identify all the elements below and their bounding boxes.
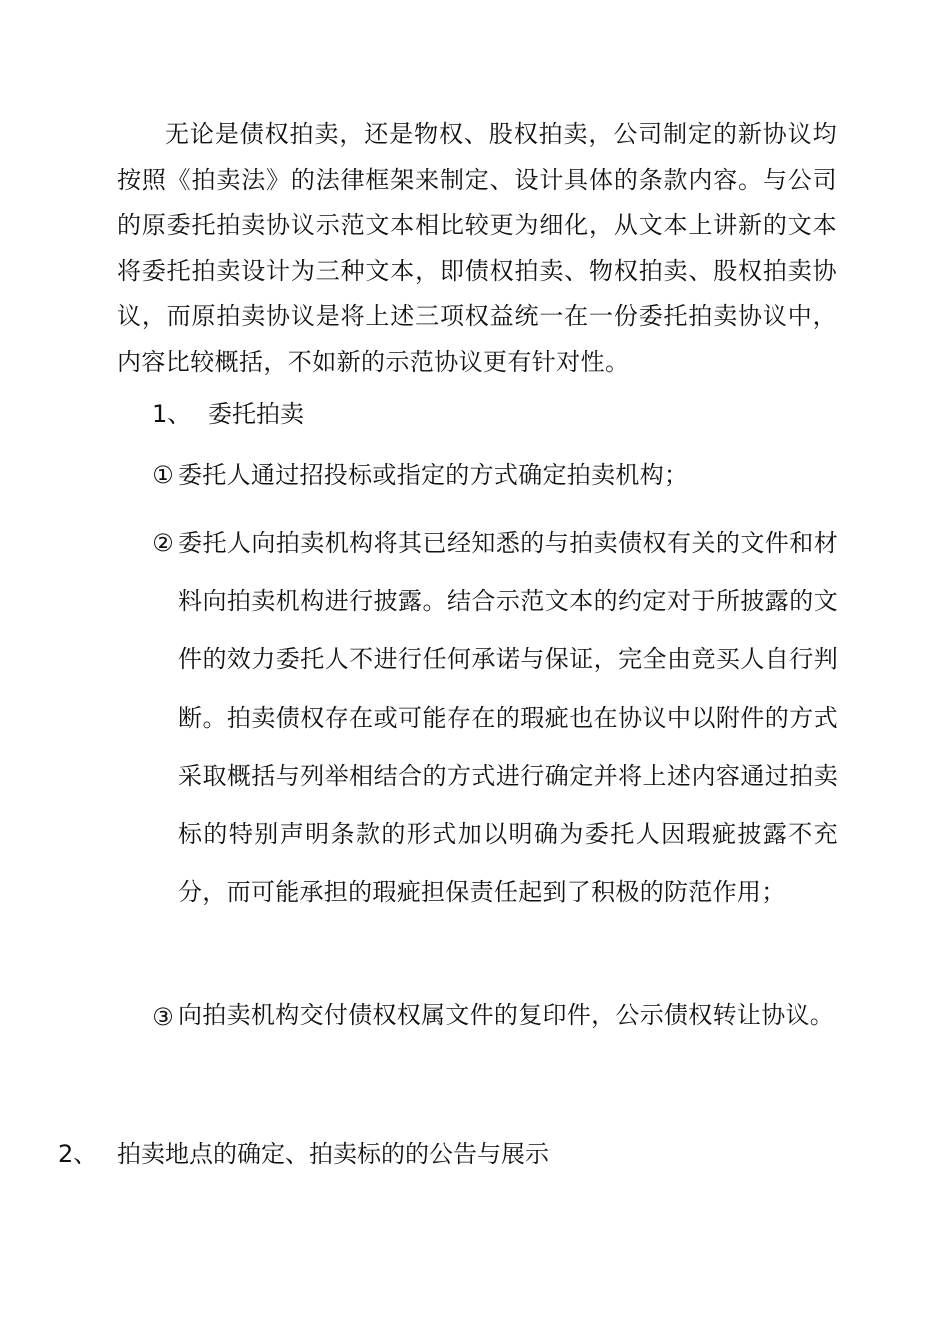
list-item-2: [148, 526, 838, 921]
section-1-heading: [152, 397, 304, 431]
section-2-title: 拍卖地点的确定、拍卖标的的公告与展示: [117, 1140, 549, 1168]
section-1-title: 委托拍卖: [208, 400, 304, 428]
section-2-heading: [58, 1137, 549, 1171]
list-item-1-text: 委托人通过招投标或指定的方式确定拍卖机构；: [178, 461, 689, 489]
list-item-2-marker: ②: [152, 529, 174, 557]
intro-paragraph: 无论是债权拍卖，还是物权、股权拍卖，公司制定的新协议均按照《拍卖法》的法律框架来制定、设计具体的条款内容。与公司的原委托拍卖协议示范文本相比较更为细化，从文本上讲新的文本将委托拍卖设计为三种文本，即债权拍卖、物权拍卖、股权拍卖协议，而原拍卖协议是将上述三项权益统一在一份委托拍卖协议中，内容比较概括，不如新的示范协议更有针对性。: [117, 120, 837, 376]
list-item-2-text: 委托人向拍卖机构将其已经知悉的与拍卖债权有关的文件和材料向拍卖机构进行披露。结合示范文本的约定对于所披露的文件的效力委托人不进行任何承诺与保证，完全由竞买人自行判断。拍卖债权存在或可能存在的瑕疵也在协议中以附件的方式采取概括与列举相结合的方式进行确定并将上述内容通过拍卖标的特别声明条款的形式加以明确为委托人因瑕疵披露不充分，而可能承担的瑕疵担保责任起到了积极的防范作用；: [178, 529, 838, 907]
list-item-3: [148, 1000, 838, 1043]
section-1-number: 1、: [152, 400, 192, 428]
list-item-3-text: 向拍卖机构交付债权权属文件的复印件，公示债权转让协议。: [178, 1001, 835, 1029]
list-item-1-marker: ①: [152, 461, 174, 489]
list-item-1: [148, 458, 838, 492]
list-item-3-marker: ③: [152, 1003, 174, 1031]
section-2-number: 2、: [58, 1140, 98, 1168]
